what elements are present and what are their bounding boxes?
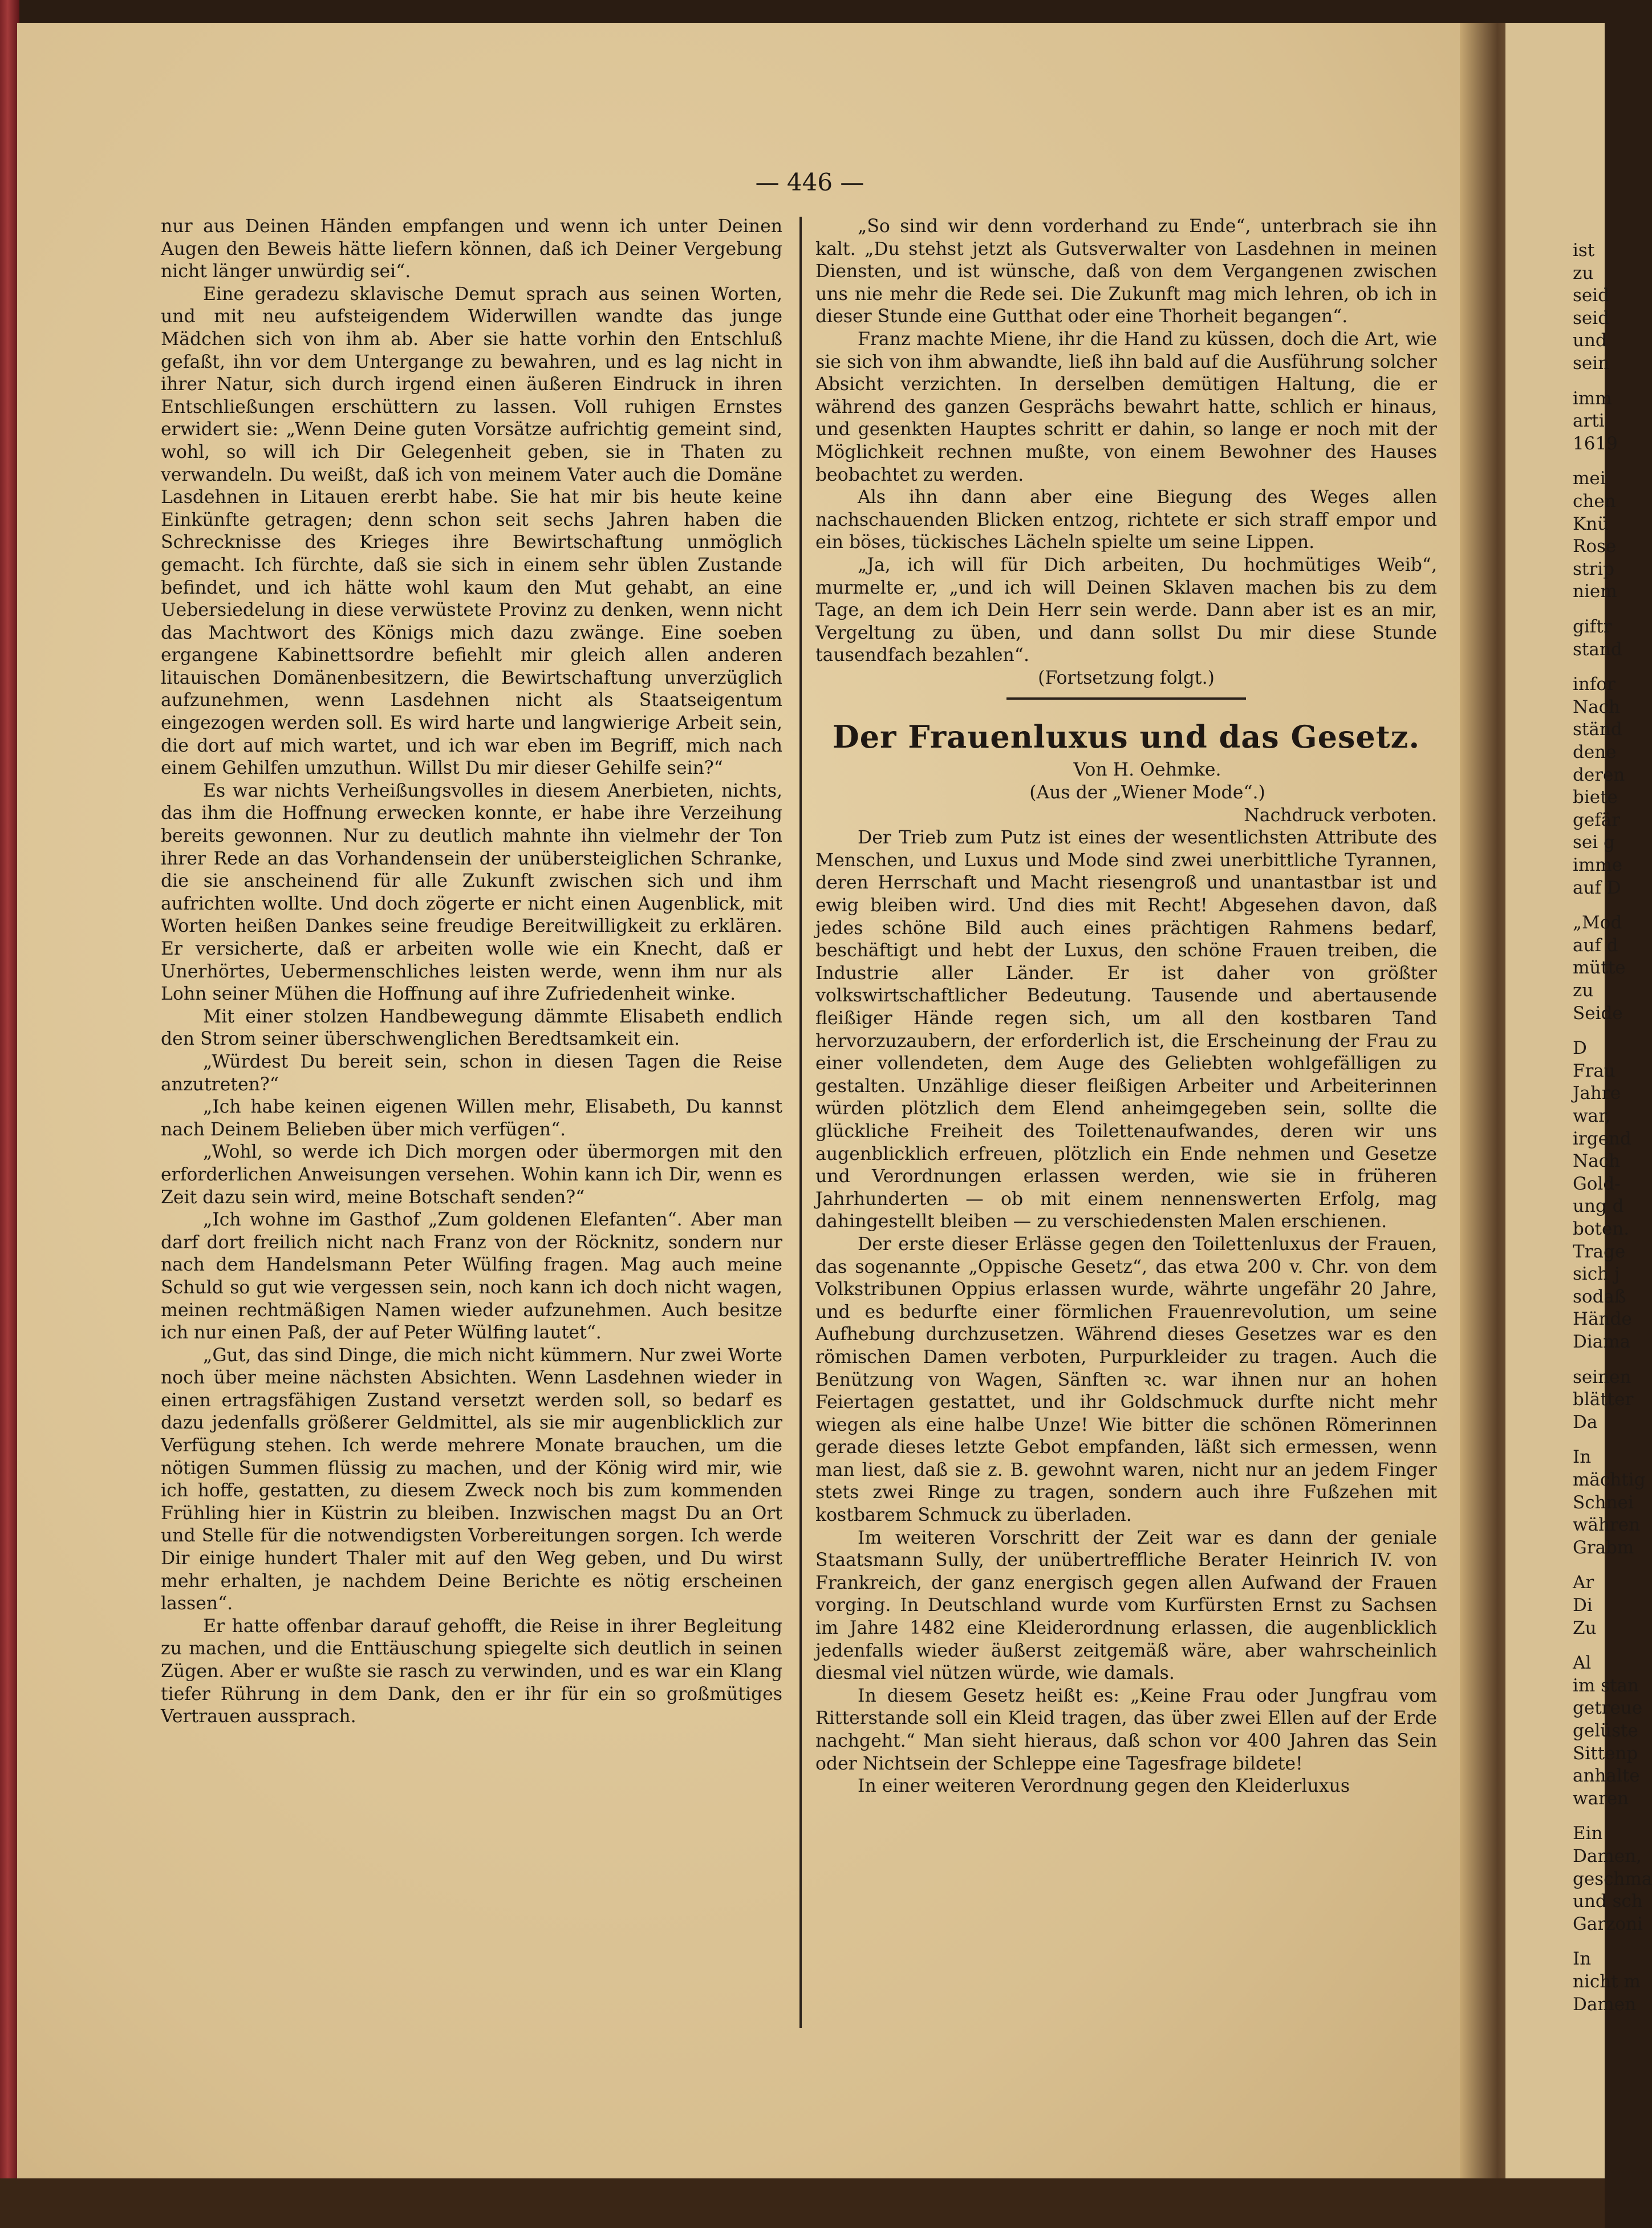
next-page-fragment: geschma <box>1573 1868 1652 1889</box>
next-page-fragment: sei g <box>1573 832 1615 853</box>
continued-label: (Fortsetzung folgt.) <box>1038 667 1215 688</box>
next-page-fragment: sich j <box>1573 1264 1620 1285</box>
section-separator <box>1006 697 1246 700</box>
next-page-fragment: nicht m <box>1573 1971 1641 1992</box>
column-divider <box>799 217 802 2028</box>
next-page-fragment: Knü <box>1573 513 1609 534</box>
next-page-fragment: getreue <box>1573 1698 1643 1719</box>
next-page-fragment: und sch <box>1573 1891 1643 1912</box>
next-page-fragment: Hände <box>1573 1309 1632 1330</box>
next-page-fragment: Grabm <box>1573 1537 1634 1558</box>
next-page-fragment: Nach <box>1573 696 1620 717</box>
paragraph: In diesem Gesetz heißt es: „Keine Frau oder Jungfrau vom Ritterstande soll ein Kleid tragen, das über zwei Ellen auf der Erde nachgeht.“ Man sieht hieraus, daß schon vor 400 Jahren das Sein oder Nichtsein der Schleppe eine Tagesfrage bildete! <box>815 1685 1437 1774</box>
next-page-fragment: Ein <box>1573 1823 1603 1844</box>
next-page-fragment: seinen <box>1573 1366 1631 1387</box>
next-page-fragment: ständ <box>1573 719 1622 740</box>
next-page-fragment: imme <box>1573 855 1623 875</box>
next-page-edge <box>1505 23 1652 2184</box>
right-column <box>815 216 1437 1798</box>
next-page-fragment: Trage <box>1573 1241 1626 1262</box>
next-page-fragment: sodaß <box>1573 1286 1626 1307</box>
next-page-fragment: Al <box>1573 1653 1592 1674</box>
next-page-fragment: Nach <box>1573 1151 1620 1172</box>
paragraph: „Würdest Du bereit sein, schon in diesen Tagen die Reise anzutreten?“ <box>161 1051 782 1095</box>
next-page-fragment: Diama <box>1573 1332 1631 1352</box>
next-page-fragment: deren <box>1573 764 1625 785</box>
next-page-fragment: arti <box>1573 411 1605 432</box>
next-page-fragment: gelüste <box>1573 1720 1638 1741</box>
next-page-fragment: In <box>1573 1949 1592 1970</box>
next-page-fragment: ist <box>1573 240 1595 261</box>
article-byline: Von H. Oehmke. <box>1073 760 1221 781</box>
paragraph: „Ja, ich will für Dich arbeiten, Du hochmütiges Weib“, murmelte er, „und ich will Deinen Sklaven machen bis zu dem Tage, an dem ich Dein Herr sein werde. Dann aber ist es an mir, Vergeltung zu üben, und dann sollst Du mir diese Stunde tausendfach bezahlen“. <box>815 554 1437 666</box>
next-page-fragment: Da <box>1573 1411 1598 1432</box>
next-page-fragment: dene <box>1573 742 1617 762</box>
next-page-fragment: imm <box>1573 388 1612 409</box>
paragraph: „Ich wohne im Gasthof „Zum goldenen Elefanten“. Aber man darf dort freilich nicht nach Franz von der Röcknitz, sondern nur nach dem Handelsmann Peter Wülfing fragen. Mag auch meine Schuld so gut wie vergessen sein, noch kann ich doch nicht wagen, meinen rechtmäßigen Namen wieder aufzunehmen. Auch besitze ich nur einen Paß, der auf Peter Wülfing lautet“. <box>161 1210 782 1344</box>
next-page-fragment: Damen <box>1573 1994 1637 2015</box>
next-page-fragment: chen <box>1573 491 1616 512</box>
paragraph: „Wohl, so werde ich Dich morgen oder übermorgen mit den erforderlichen Anweisungen versehen. Wohin kann ich Dir, wenn es Zeit dazu sein wird, meine Botschaft senden?“ <box>161 1142 782 1208</box>
paragraph: Eine geradezu sklavische Demut sprach aus seinen Worten, und mit neu aufsteigendem Widerwillen wandte das junge Mädchen sich von ihm ab. Aber sie hatte vorhin den Entschluß gefaßt, ihn vor dem Untergange zu bewahren, und es lag nicht in ihrer Natur, sich durch irgend einen äußeren Eindruck in ihren Entschließungen erschüttern zu lassen. Voll ruhigen Ernstes erwidert sie: „Wenn Deine guten Vorsätze aufrichtig gemeint sind, wohl, so will ich Dir Gelegenheit geben, sie in Thaten zu verwandeln. Du weißt, daß ich von meinem Vater auch die Domäne Lasdehnen in Litauen ererbt habe. Sie hat mir bis heute keine Einkünfte getragen; denn schon seit sechs Jahren haben die Schrecknisse des Krieges ihre Bewirtschaftung unmöglich gemacht. Ich fürchte, daß sie sich in einem sehr üblen Zustande befindet, und ich hätte wohl kaum den Mut gehabt, an eine Uebersiedelung in diese verwüstete Provinz zu denken, wenn nicht das Machtwort des Königs mich dazu zwänge. Eine soeben ergangene Kabinettsordre befiehlt mir gleich allen anderen litauischen Domänenbesitzern, die Bewirtschaftung unverzüglich aufzunehmen, wenn Lasdehnen nicht als Staatseigentum eingezogen werden soll. Es wird harte und langwierige Arbeit sein, die dort auf mich wartet, und ich war eben im Begriff, mich nach einem Gehilfen umzuthun. Willst Du mir dieser Gehilfe sein?“ <box>161 283 782 779</box>
next-page-fragment: boten. <box>1573 1219 1630 1239</box>
next-page-fragment: stand <box>1573 639 1622 660</box>
next-page-fragment: Damen, <box>1573 1846 1642 1866</box>
paragraph: nur aus Deinen Händen empfangen und wenn ich unter Deinen Augen den Beweis hätte liefern können, daß ich Deiner Vergebung nicht länger unwürdig sei“. <box>161 216 782 282</box>
next-page-fragment: D <box>1573 1038 1587 1059</box>
paragraph: Er hatte offenbar darauf gehofft, die Reise in ihrer Begleitung zu machen, und die Enttäuschung spiegelte sich deutlich in seinen Zügen. Aber er wußte sie rasch zu verwinden, und es war ein Klang tiefer Rührung in dem Dank, den er ihr für ein so großmütiges Vertrauen aussprach. <box>161 1616 782 1727</box>
next-page-fragment: mei <box>1573 468 1606 489</box>
page-number: — 446 — <box>755 168 864 196</box>
next-page-fragment: strip <box>1573 558 1614 579</box>
reprint-note: Nachdruck verboten. <box>1244 805 1437 826</box>
next-page-fragment: Gold- <box>1573 1173 1621 1194</box>
left-column <box>161 216 782 1728</box>
paragraph: Als ihn dann aber eine Biegung des Weges allen nachschauenden Blicken entzog, richtete er sich straff empor und ein böses, tückisches Lächeln spielte um seine Lippen. <box>815 487 1437 553</box>
next-page-fragment: seid <box>1573 307 1610 328</box>
next-page-fragment: Jahre <box>1573 1083 1621 1104</box>
paragraph: „Ich habe keinen eigenen Willen mehr, Elisabeth, Du kannst nach Deinem Belieben über mich verfügen“. <box>161 1097 782 1140</box>
paragraph: „So sind wir denn vorderhand zu Ende“, unterbrach sie ihn kalt. „Du stehst jetzt als Gutsverwalter von Lasdehnen in meinen Diensten, und ist wünsche, daß von dem Vergangenen zwischen uns nie mehr die Rede sei. Die Zukunft mag mich lehren, ob ich in dieser Stunde eine Gutthat oder eine Thorheit begangen“. <box>815 216 1437 327</box>
next-page-fragment: blätter <box>1573 1389 1634 1410</box>
next-page-fragment: Rose <box>1573 536 1617 557</box>
next-page-fragment: Garzoni <box>1573 1913 1643 1934</box>
paragraph: In einer weiteren Verordnung gegen den Kleiderluxus <box>858 1776 1350 1797</box>
paragraph: Im weiteren Vorschritt der Zeit war es dann der geniale Staatsmann Sully, der unübertreffliche Berater Heinrich IV. von Frankreich, der ganz energisch gegen allen Aufwand der Frauen vorging. In Deutschland wurde vom Kurfürsten Ernst zu Sachsen im Jahre 1482 eine Kleiderordnung erlassen, die augenblicklich jedenfalls wieder äußerst zeitgemäß wäre, aber wahrscheinlich diesmal viel nützen würde, wie damals. <box>815 1527 1437 1684</box>
next-page-fragment: Frau <box>1573 1060 1616 1081</box>
next-page-fragment: Ar <box>1573 1572 1594 1593</box>
next-page-fragment: mächtig <box>1573 1470 1646 1490</box>
book-edge <box>0 0 19 2228</box>
paragraph: „Gut, das sind Dinge, die mich nicht kümmern. Nur zwei Worte noch über meine nächsten Absichten. Wenn Lasdehnen wieder in einen ertragsfähigen Zustand versetzt werden soll, so bedarf es dazu jedenfalls größerer Geldmittel, als sie mir augenblicklich zur Verfügung stehen. Ich werde mehrere Monate brauchen, um die nötigen Summen flüssig zu machen, und der König wird mir, wie ich hoffe, gestatten, zu diesem Zweck noch bis zum kommenden Frühling hier in Küstrin zu bleiben. Inzwischen magst Du an Ort und Stelle für die notwendigsten Vorbereitungen sorgen. Ich werde Dir einige hundert Thaler mit auf den Weg geben, und Du wirst mehr erhalten, je nachdem Deine Berichte es nötig erscheinen lassen“. <box>161 1345 782 1614</box>
article-title: Der Frauenluxus und das Gesetz. <box>832 719 1420 756</box>
next-page-fragment: waren <box>1573 1788 1629 1809</box>
next-page-fragment: „Mod <box>1573 912 1622 934</box>
next-page-fragment: Zu <box>1573 1617 1597 1638</box>
next-page-fragment: In <box>1573 1447 1592 1468</box>
next-page-fragment: irgend <box>1573 1128 1631 1149</box>
page-bottom-edge <box>0 2178 1605 2228</box>
next-page-fragment: zu <box>1573 980 1594 1001</box>
next-page-fragment: im stan <box>1573 1675 1639 1696</box>
next-page-fragment: gefär <box>1573 809 1620 830</box>
next-page-fragment: Seide <box>1573 1003 1623 1024</box>
next-page-fragment: mütte <box>1573 957 1626 979</box>
next-page-fragment: sein <box>1573 353 1610 374</box>
next-page-fragment: auf D <box>1573 877 1621 898</box>
next-page-fragment: zu <box>1573 262 1594 283</box>
next-page-fragment: ung d <box>1573 1196 1624 1217</box>
next-page-fragment: 1619 <box>1573 433 1618 454</box>
next-page-fragment: anhalte <box>1573 1766 1640 1787</box>
next-page-fragment: biete <box>1573 787 1618 808</box>
next-page-fragment: währen <box>1573 1515 1641 1536</box>
next-page-fragment: infor <box>1573 674 1616 695</box>
next-page-fragment: giftr <box>1573 616 1612 637</box>
paragraph: Es war nichts Verheißungsvolles in diesem Anerbieten, nichts, das ihm die Hoffnung erwecken konnte, er habe ihre Verzeihung bereits gewonnen. Nur zu deutlich mahnte ihn vielmehr der Ton ihrer Rede an das Vorhandensein der unübersteiglichen Schranke, die sie anscheinend für alle Zukunft zwischen sich und ihm aufrichten wollte. Und doch zögerte er nicht einen Augenblick, mit Worten heißen Dankes seine freudige Bereitwilligkeit zu erklären. Er versicherte, daß er arbeiten wolle wie ein Knecht, daß er Unerhörtes, Uebermenschliches leisten werde, wenn ihm nur als Lohn seiner Mühen die Hoffnung auf ihre Zufriedenheit winke. <box>161 780 782 1005</box>
next-page-fragment: Di <box>1573 1595 1593 1616</box>
next-page-fragment: war, <box>1573 1106 1611 1126</box>
next-page-fragment: Schnei <box>1573 1492 1634 1513</box>
paragraph: Der Trieb zum Putz ist eines der wesentlichsten Attribute des Menschen, und Luxus und Mode sind zwei unerbittliche Tyrannen, deren Herrschaft und Macht riesengroß und unantastbar ist und ewig bleiben wird. Und dies mit Recht! Abgesehen davon, daß jedes schöne Bild auch eines prächtigen Rahmens bedarf, beschäftigt und hebt der Luxus, den schöne Frauen treiben, die Industrie aller Länder. Er ist daher von größter volkswirtschaftlicher Bedeutung. Tausende und abertausende fleißiger Hände regen sich, um all den kostbaren Tand hervorzuzaubern, der erforderlich ist, die Erscheinung der Frau zu einer vollendeten, dem Auge des Geliebten wohlgefälligen zu gestalten. Unzählige dieser fleißigen Arbeiter und Arbeiterinnen würden plötzlich dem Elend anheimgegeben sein, sollte die glückliche Freiheit des Toilettenaufwandes, deren wir uns augenblicklich erfreuen, plötzlich ein Ende nehmen und Gesetze und Verordnungen erlassen werden, wie sie in früheren Jahrhunderten — ob mit einem nennenswerten Erfolg, mag dahingestellt bleiben — zu verschiedensten Malen erschienen. <box>815 827 1437 1232</box>
next-page-fragment: seid <box>1573 285 1610 306</box>
next-page-fragment: niem <box>1573 581 1617 602</box>
next-page-fragment: auf d <box>1573 935 1618 956</box>
paragraph: Der erste dieser Erlässe gegen den Toilettenluxus der Frauen, das sogenannte „Oppische Gesetz“, das etwa 200 v. Chr. von dem Volkstribunen Oppius erlassen wurde, währte ungefähr 20 Jahre, und es bedurfte einer förmlichen Frauenrevolution, um seine Aufhebung durchzusetzen. Während dieses Gesetzes war es den römischen Damen verboten, Purpurkleider zu tragen. Auch die Benützung von Wagen, Sänften ꝛc. war ihnen nur an hohen Feiertagen gestattet, und ihr Goldschmuck durfte nicht mehr wiegen als eine halbe Unze! Wie bitter die schönen Römerinnen gerade dieses letzte Gebot empfanden, läßt sich ermessen, wenn man liest, daß sie z. B. gewohnt waren, nicht nur an jedem Finger stets zwei Ringe zu tragen, sondern auch ihre Fußzehen mit kostbarem Schmuck zu überladen. <box>815 1233 1437 1526</box>
paragraph: Franz machte Miene, ihr die Hand zu küssen, doch die Art, wie sie sich von ihm abwandte, ließ ihn bald auf die Ausführung solcher Absicht verzichten. In derselben demütigen Haltung, die er während des ganzen Gesprächs bewahrt hatte, schlich er hinaus, und gesenkten Hauptes schritt er dahin, so lange er noch mit der Möglichkeit rechnen mußte, von einem Bewohner des Hauses beobachtet zu werden. <box>815 328 1437 485</box>
next-page-fragment: und <box>1573 330 1607 351</box>
next-page-fragment: Sittenp <box>1573 1743 1638 1764</box>
article-source: (Aus der „Wiener Mode“.) <box>1029 782 1265 803</box>
paragraph: Mit einer stolzen Handbewegung dämmte Elisabeth endlich den Strom seiner überschwenglichen Beredtsamkeit ein. <box>161 1006 782 1050</box>
